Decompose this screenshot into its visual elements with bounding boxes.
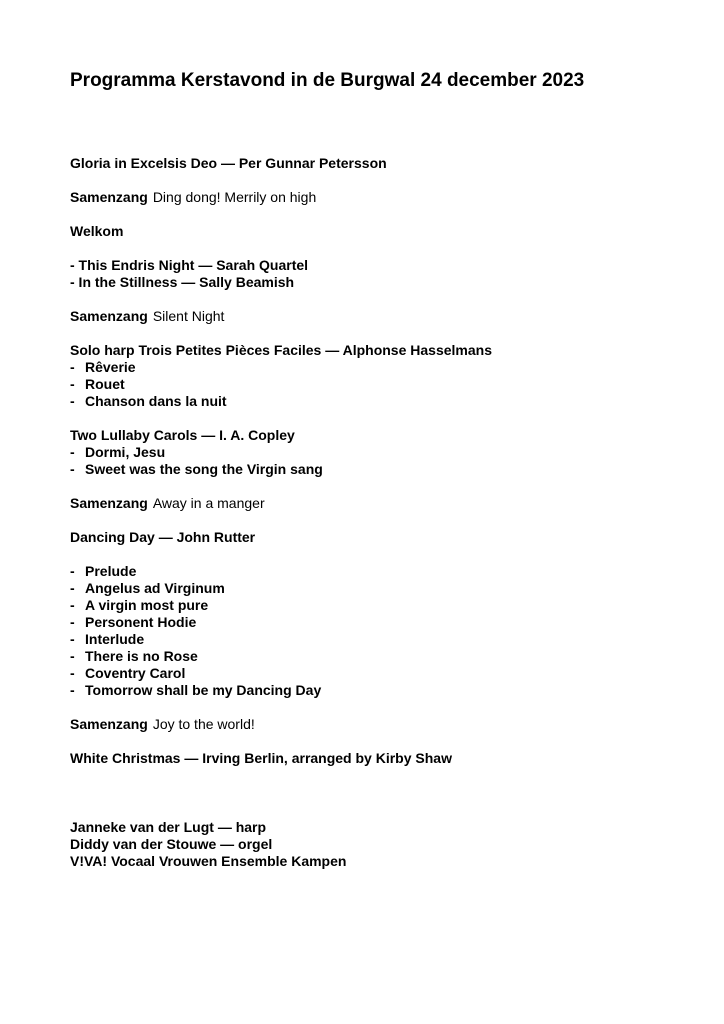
samenzang-label: Samenzang [70,189,148,205]
samenzang-4 [70,716,255,733]
gloria-line: Gloria in Excelsis Deo — Per Gunnar Petersson [70,155,387,171]
samenzang-label: Samenzang [70,716,148,732]
samenzang-song: Joy to the world! [152,716,255,732]
dash-marker: - [70,393,75,409]
samenzang-song: Silent Night [152,308,225,324]
samenzang-song: Away in a manger [152,495,265,511]
program-page [70,0,710,1024]
list-item: - Chanson dans la nuit [70,393,227,409]
samenzang-1 [70,189,316,206]
list-item: - Rêverie [70,359,136,375]
dash-marker: - [70,631,75,647]
dash-marker: - [70,444,75,460]
dash-marker: - [70,648,75,664]
dash-marker: - [70,597,75,613]
samenzang-label: Samenzang [70,495,148,511]
dash-marker: - [70,665,75,681]
dash-marker: - [70,563,75,579]
performer-line: V!VA! Vocaal Vrouwen Ensemble Kampen [70,853,347,869]
list-item: - Prelude [70,563,137,579]
list-item: - Interlude [70,631,145,647]
dash-marker: - [70,376,75,392]
samenzang-3 [70,495,265,512]
dash-marker: - [70,359,75,375]
endris-line: - This Endris Night — Sarah Quartel [70,257,309,273]
samenzang-song: Ding dong! Merrily on high [152,189,317,205]
samenzang-2 [70,308,224,325]
list-item: - Sweet was the song the Virgin sang [70,461,323,477]
white-christmas-line: White Christmas — Irving Berlin, arranged by Kirby Shaw [70,750,452,766]
stillness-line: - In the Stillness — Sally Beamish [70,274,295,290]
dash-marker: - [70,614,75,630]
lullaby-line: Two Lullaby Carols — I. A. Copley [70,427,295,443]
list-item: - Coventry Carol [70,665,186,681]
dash-marker: - [70,580,75,596]
dash-marker: - [70,461,75,477]
list-item: - Dormi, Jesu [70,444,166,460]
list-item: - Personent Hodie [70,614,197,630]
performer-line: Janneke van der Lugt — harp [70,819,267,835]
list-item: - Tomorrow shall be my Dancing Day [70,682,322,698]
list-item: - Rouet [70,376,125,392]
solo-harp-line: Solo harp Trois Petites Pièces Faciles — Alphonse Hasselmans [70,342,492,358]
samenzang-label: Samenzang [70,308,148,324]
performer-line: Diddy van der Stouwe — orgel [70,836,273,852]
dancing-day-line: Dancing Day — John Rutter [70,529,256,545]
welkom-line: Welkom [70,223,124,239]
dash-marker: - [70,682,75,698]
list-item: - A virgin most pure [70,597,209,613]
list-item: - There is no Rose [70,648,198,664]
list-item: - Angelus ad Virginum [70,580,225,596]
page-title: Programma Kerstavond in de Burgwal 24 december 2023 [70,70,585,91]
